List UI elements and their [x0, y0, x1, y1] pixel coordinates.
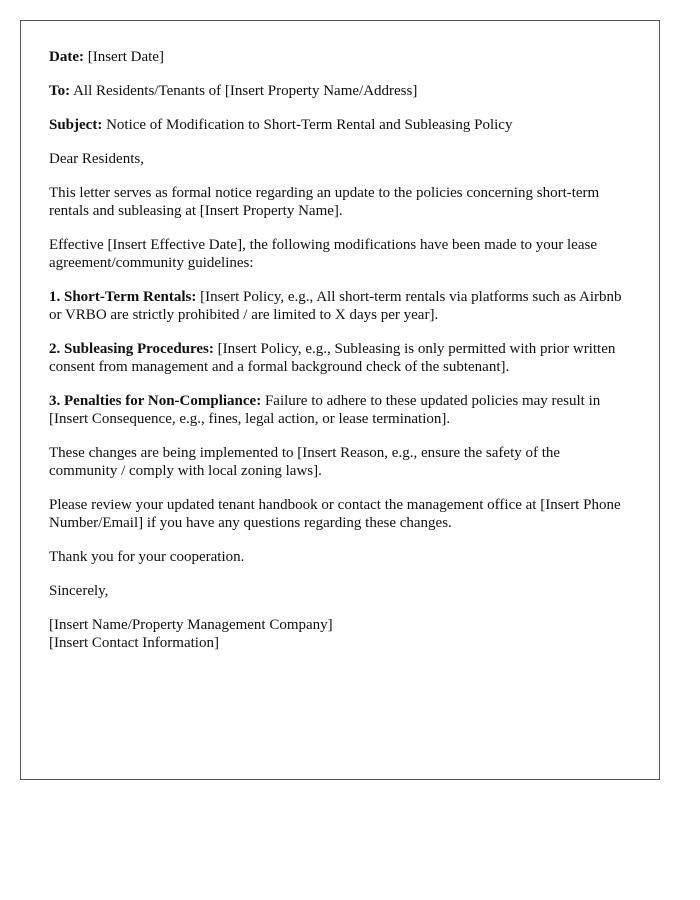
date-label: Date:	[49, 49, 84, 65]
date-value: [Insert Date]	[87, 49, 164, 65]
policy-item-label: 1. Short-Term Rentals:	[49, 289, 197, 305]
thanks-paragraph: Thank you for your cooperation.	[49, 549, 245, 565]
intro-paragraph: This letter serves as formal notice regarding an update to the policies concerning short-term rentals and subleasing at [Insert Property Name].	[49, 185, 600, 219]
policy-item-penalties	[49, 392, 631, 428]
date-line	[49, 48, 631, 66]
policy-item-text: [Insert Policy, e.g., Subleasing is only permitted with prior written consent from management and a formal background check of the subtenant].	[49, 341, 616, 375]
subject-value: Notice of Modification to Short-Term Rental and Subleasing Policy	[106, 117, 513, 133]
reason-paragraph: These changes are being implemented to [Insert Reason, e.g., ensure the safety of the community / comply with local zoning laws].	[49, 445, 561, 479]
effective-paragraph: Effective [Insert Effective Date], the following modifications have been made to your lease agreement/community guidelines:	[49, 237, 597, 271]
salutation: Dear Residents,	[49, 151, 144, 167]
to-value: All Residents/Tenants of [Insert Property Name/Address]	[73, 83, 418, 99]
letter	[20, 20, 660, 780]
signature-name: [Insert Name/Property Management Company]	[49, 617, 333, 633]
policy-item-subleasing	[49, 340, 631, 376]
policy-item-short-term-rentals	[49, 288, 631, 324]
policy-item-label: 2. Subleasing Procedures:	[49, 341, 214, 357]
contact-paragraph: Please review your updated tenant handbook or contact the management office at [Insert Phone Number/Email] if you have any questions regarding these changes.	[49, 497, 621, 531]
policy-item-text: [Insert Policy, e.g., All short-term rentals via platforms such as Airbnb or VRBO are strictly prohibited / are limited to X days per year].	[49, 289, 622, 323]
to-label: To:	[49, 83, 71, 99]
subject-line	[49, 116, 631, 134]
policy-item-text: Failure to adhere to these updated policies may result in [Insert Consequence, e.g., fines, legal action, or lease termination].	[49, 393, 601, 427]
sign-off: Sincerely,	[49, 583, 109, 599]
policy-item-label: 3. Penalties for Non-Compliance:	[49, 393, 262, 409]
signature-contact: [Insert Contact Information]	[49, 635, 219, 651]
to-line	[49, 82, 631, 100]
subject-label: Subject:	[49, 117, 103, 133]
